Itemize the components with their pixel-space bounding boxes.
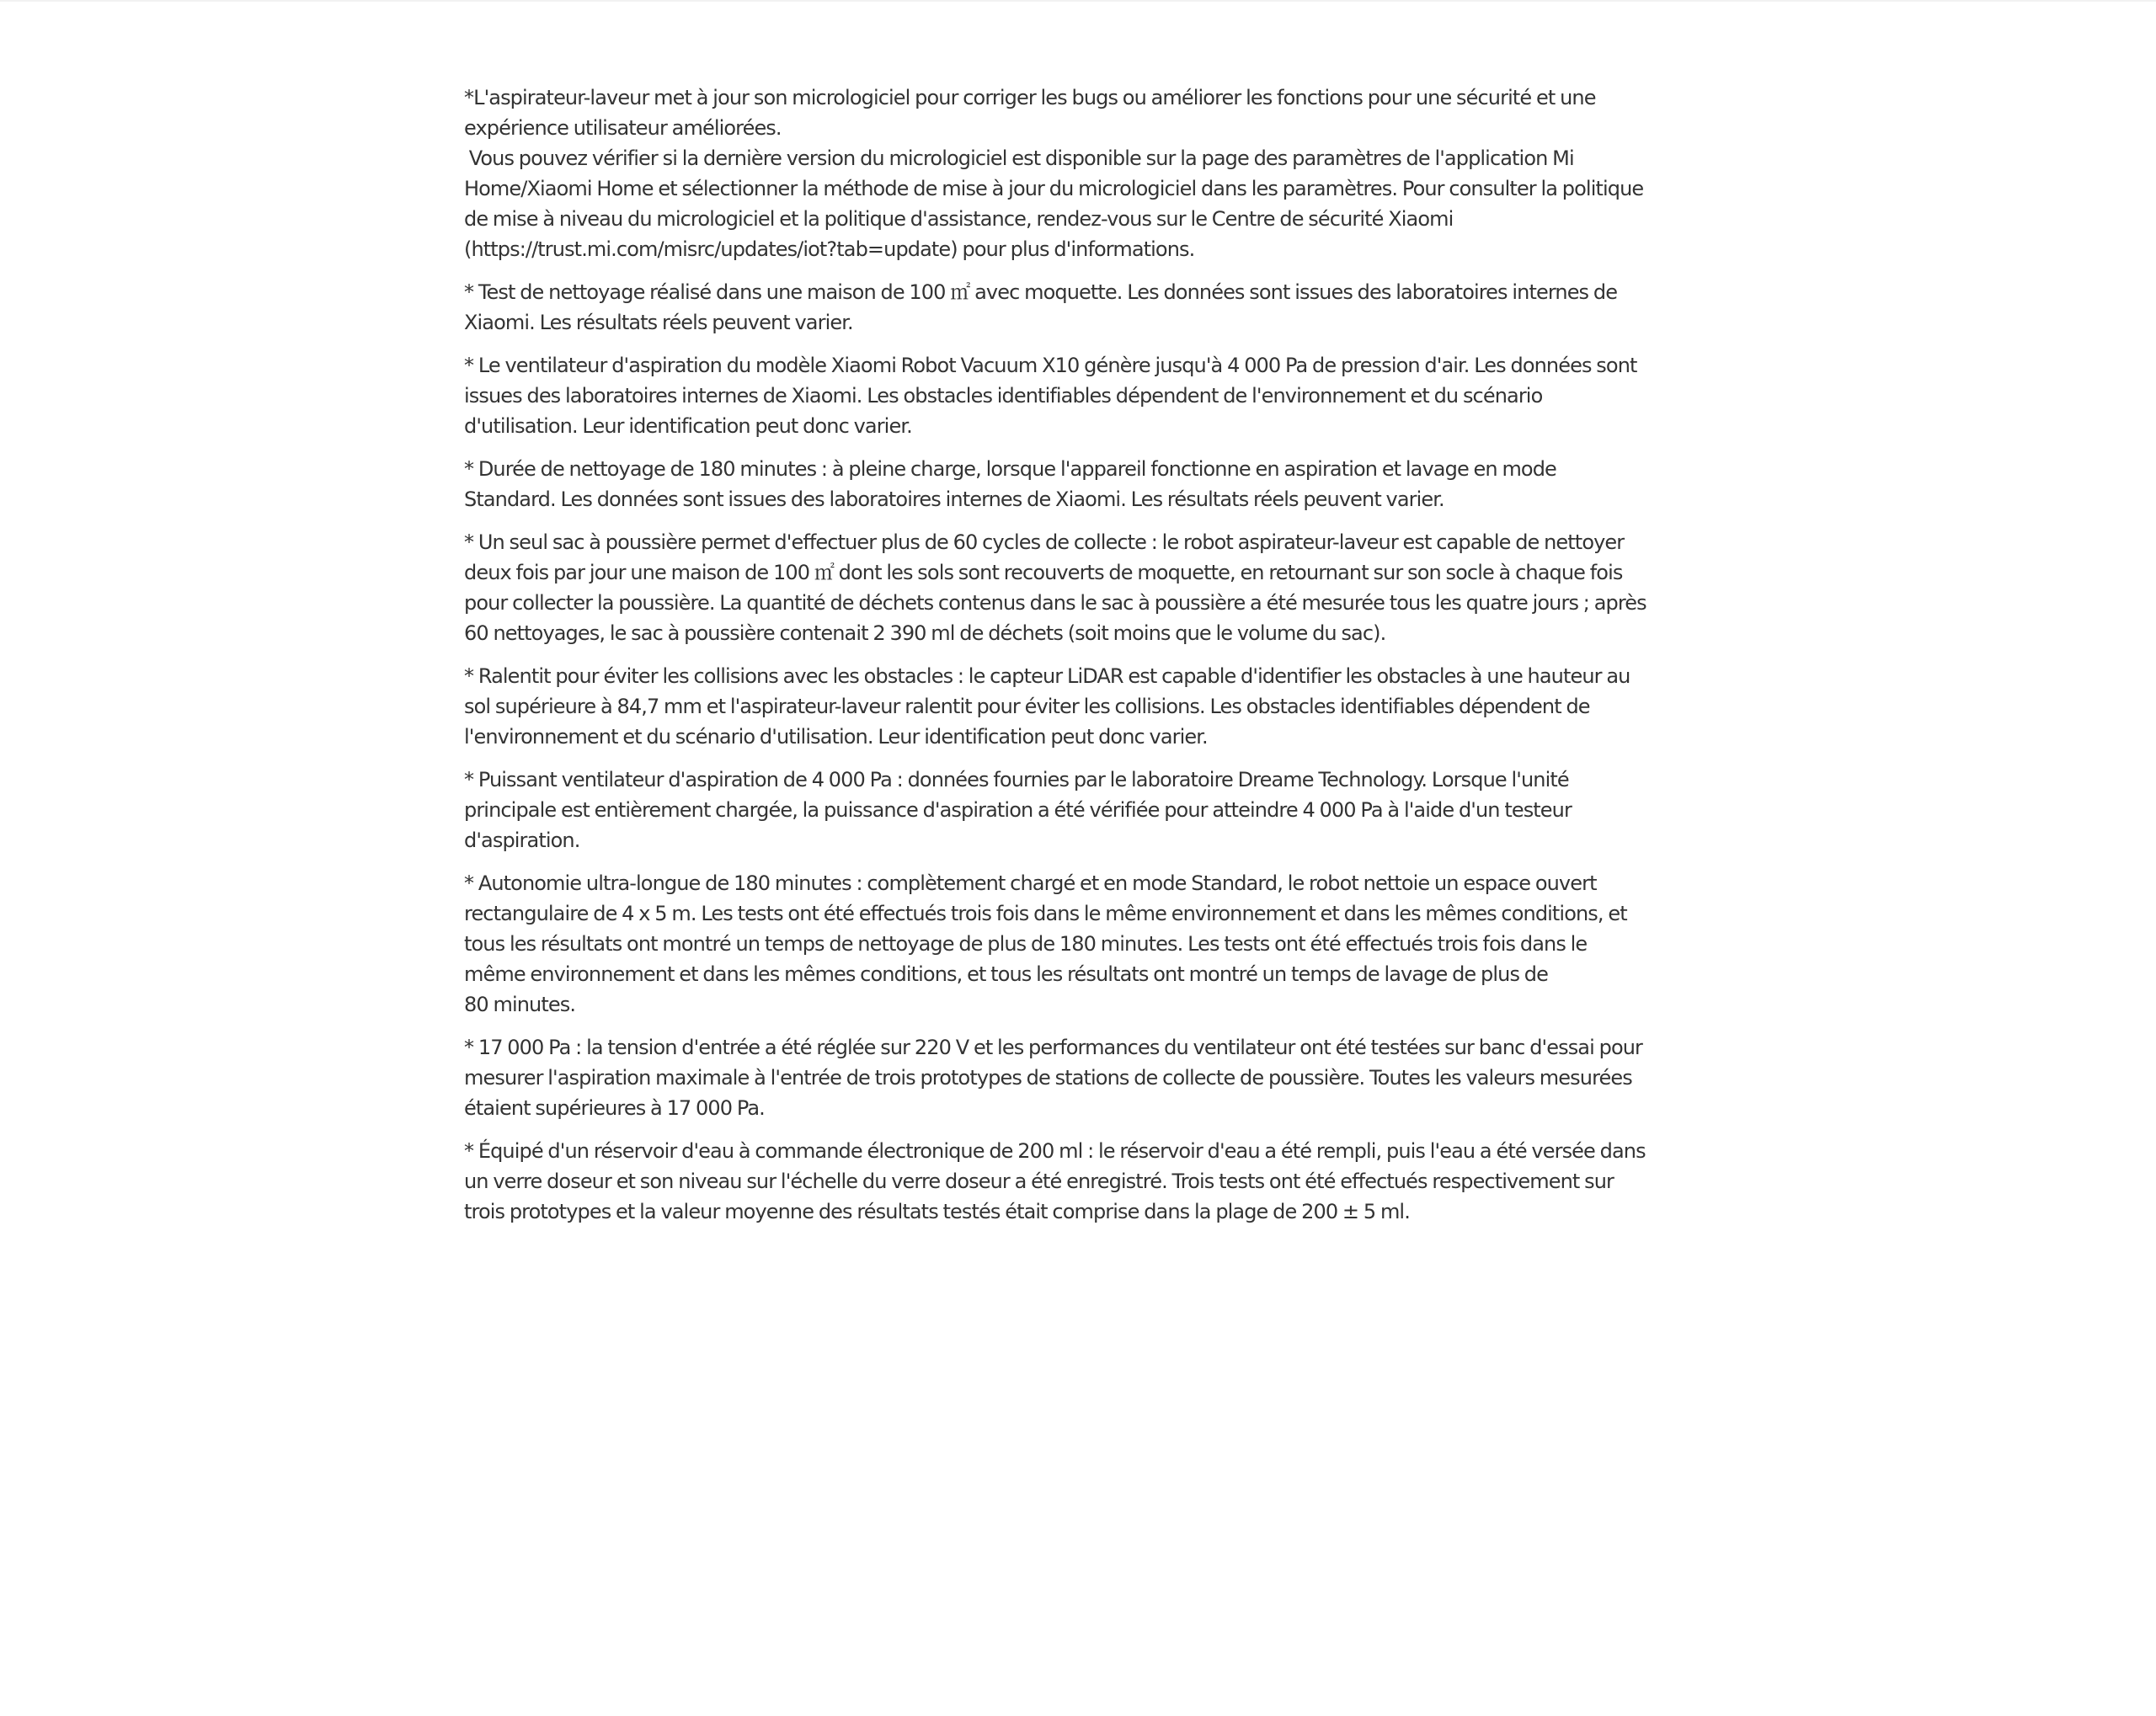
footnote-5: [464, 527, 1702, 648]
footnote-line: issues des laboratoires internes de Xiaomi. Les obstacles identifiables dépendent de l'environnement et du scénario: [464, 384, 1543, 408]
footnote-line: trois prototypes et la valeur moyenne des résultats testés était comprise dans la plage de 200 ± 5 ml.: [464, 1200, 1410, 1223]
footnote-line: de mise à niveau du micrologiciel et la politique d'assistance, rendez-vous sur le Centre de sécurité Xiaomi: [464, 207, 1454, 231]
footnote-line: d'aspiration.: [464, 829, 580, 852]
footnote-9: [464, 1032, 1702, 1123]
footnote-2: [464, 277, 1702, 338]
footnote-10: [464, 1136, 1702, 1227]
top-divider: [0, 0, 2156, 2]
footnote-line: l'environnement et du scénario d'utilisation. Leur identification peut donc varier.: [464, 725, 1208, 749]
footnote-4: [464, 454, 1702, 514]
footnote-line: * Équipé d'un réservoir d'eau à commande électronique de 200 ml : le réservoir d'eau a été rempli, puis l'eau a été versée dans: [464, 1139, 1646, 1163]
footnote-line: un verre doseur et son niveau sur l'échelle du verre doseur a été enregistré. Trois tests ont été effectués respectivement sur: [464, 1170, 1614, 1193]
footnote-line: deux fois par jour une maison de 100 ㎡ dont les sols sont recouverts de moquette, en retournant sur son socle à chaque fois: [464, 561, 1623, 584]
footnote-line: Standard. Les données sont issues des laboratoires internes de Xiaomi. Les résultats réels peuvent varier.: [464, 488, 1444, 511]
footnote-line: pour collecter la poussière. La quantité de déchets contenus dans le sac à poussière a été mesurée tous les quatre jours ; après: [464, 591, 1646, 615]
footnote-line: (https://trust.mi.com/misrc/updates/iot?tab=update) pour plus d'informations.: [464, 237, 1195, 261]
footnote-line: rectangulaire de 4 x 5 m. Les tests ont été effectués trois fois dans le même environnement et dans les mêmes conditions, et: [464, 902, 1627, 925]
footnote-line: sol supérieure à 84,7 mm et l'aspirateur-laveur ralentit pour éviter les collisions. Les obstacles identifiables dépendent de: [464, 695, 1590, 718]
footnote-line: Xiaomi. Les résultats réels peuvent varier.: [464, 311, 853, 334]
footnote-line: * Autonomie ultra-longue de 180 minutes : complètement chargé et en mode Standard, le robot nettoie un espace ouvert: [464, 871, 1597, 895]
footnote-line: * Puissant ventilateur d'aspiration de 4 000 Pa : données fournies par le laboratoire Dreame Technology. Lorsque l'unité: [464, 768, 1569, 791]
footnote-line: 60 nettoyages, le sac à poussière contenait 2 390 ml de déchets (soit moins que le volume du sac).: [464, 621, 1386, 645]
footnote-line: * Le ventilateur d'aspiration du modèle Xiaomi Robot Vacuum X10 génère jusqu'à 4 000 Pa de pression d'air. Les données sont: [464, 354, 1637, 377]
footnote-line: mesurer l'aspiration maximale à l'entrée de trois prototypes de stations de collecte de poussière. Toutes les valeurs mesurées: [464, 1066, 1632, 1090]
footnote-line: d'utilisation. Leur identification peut donc varier.: [464, 414, 912, 438]
footnote-line: 80 minutes.: [464, 993, 576, 1016]
footnote-line: Vous pouvez vérifier si la dernière version du micrologiciel est disponible sur la page des paramètres de l'application Mi: [464, 147, 1574, 170]
footnote-line: * 17 000 Pa : la tension d'entrée a été réglée sur 220 V et les performances du ventilateur ont été testées sur banc d'essai pour: [464, 1036, 1643, 1059]
footnote-line: * Durée de nettoyage de 180 minutes : à pleine charge, lorsque l'appareil fonctionne en aspiration et lavage en mode: [464, 457, 1556, 481]
footnote-line: tous les résultats ont montré un temps de nettoyage de plus de 180 minutes. Les tests ont été effectués trois fois dans le: [464, 932, 1588, 956]
footnote-line: *L'aspirateur-laveur met à jour son micrologiciel pour corriger les bugs ou améliorer les fonctions pour une sécurité et une: [464, 86, 1596, 109]
footnote-7: [464, 765, 1702, 855]
footnote-line: Home/Xiaomi Home et sélectionner la méthode de mise à jour du micrologiciel dans les paramètres. Pour consulter la politique: [464, 177, 1644, 200]
footnote-line: * Ralentit pour éviter les collisions avec les obstacles : le capteur LiDAR est capable d'identifier les obstacles à une hauteur au: [464, 664, 1630, 688]
footnote-6: [464, 661, 1702, 752]
footnote-1: [464, 83, 1702, 264]
footnote-line: * Un seul sac à poussière permet d'effectuer plus de 60 cycles de collecte : le robot aspirateur-laveur est capable de nettoyer: [464, 530, 1625, 554]
footnote-line: principale est entièrement chargée, la puissance d'aspiration a été vérifiée pour atteindre 4 000 Pa à l'aide d'un testeur: [464, 798, 1572, 822]
footnote-3: [464, 350, 1702, 441]
footnote-8: [464, 868, 1702, 1020]
disclaimer-notes: [464, 83, 1702, 1239]
footnote-line: même environnement et dans les mêmes conditions, et tous les résultats ont montré un temps de lavage de plus de: [464, 962, 1548, 986]
footnote-line: étaient supérieures à 17 000 Pa.: [464, 1096, 765, 1120]
footnote-line: expérience utilisateur améliorées.: [464, 116, 782, 140]
footnote-line: * Test de nettoyage réalisé dans une maison de 100 ㎡ avec moquette. Les données sont issues des laboratoires internes de: [464, 280, 1618, 304]
